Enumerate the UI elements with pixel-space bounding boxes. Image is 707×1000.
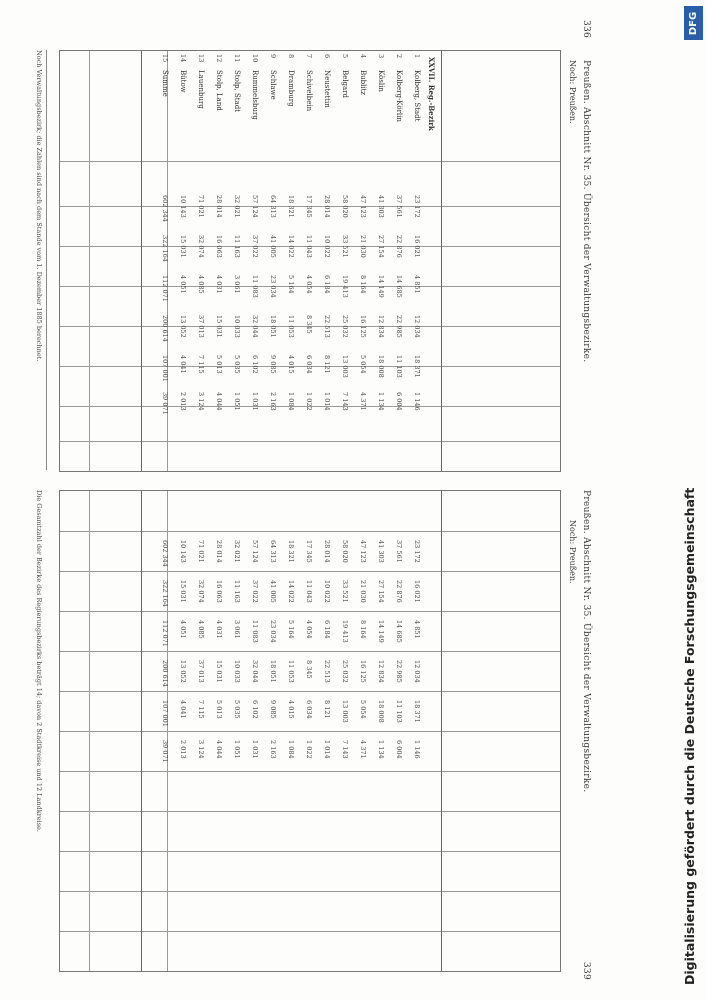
table-cell: 4 015 — [287, 355, 295, 374]
table-cell: 13 052 — [179, 660, 187, 683]
table-cell: 32 021 — [233, 540, 241, 563]
table-cell: 14 149 — [377, 275, 385, 298]
table-cell: 6 102 — [251, 700, 259, 719]
table-cell: 21 030 — [359, 580, 367, 603]
table-cell: 22 513 — [323, 660, 331, 683]
row-number: 2 — [395, 54, 403, 59]
table-cell: 16 063 — [215, 580, 223, 603]
table-cell: 41 303 — [377, 540, 385, 563]
table-cell: 19 413 — [341, 275, 349, 298]
table-cell: 1 031 — [251, 740, 259, 759]
row-number: 6 — [323, 54, 331, 59]
table-cell: 6 102 — [251, 355, 259, 374]
row-label: Schlawe — [269, 70, 277, 100]
table-cell: 8 121 — [323, 355, 331, 374]
table-cell: 11 103 — [395, 700, 403, 723]
row-number: 14 — [179, 54, 187, 63]
table-cell: 4 044 — [215, 392, 223, 411]
table-cell: 28 014 — [215, 195, 223, 218]
table-cell: 7 143 — [341, 740, 349, 759]
table-cell: 602 344 — [161, 195, 169, 222]
table-cell: 15 031 — [215, 660, 223, 683]
table-cell: 11 083 — [251, 620, 259, 643]
table-cell: 6 034 — [305, 700, 313, 719]
table-cell: 8 121 — [323, 700, 331, 719]
left-subheader: Noch: Preußen. — [568, 60, 577, 124]
table-cell: 16 021 — [413, 580, 421, 603]
table-cell: 37 022 — [251, 580, 259, 603]
table-cell: 8 164 — [359, 620, 367, 639]
table-cell: 11 043 — [305, 235, 313, 258]
table-cell: 4 051 — [179, 620, 187, 639]
footnote-right: Die Gesamtzahl der Bezirke des Regierungsbezirks beträgt 14; davon 2 Stadtkreise und 12 Landkreise. — [35, 490, 43, 832]
row-number: 10 — [251, 54, 259, 63]
table-cell: 39 071 — [161, 392, 169, 415]
table-cell: 1 084 — [287, 740, 295, 759]
table-cell: 6 034 — [305, 355, 313, 374]
table-cell: 17 345 — [305, 540, 313, 563]
row-number: 7 — [305, 54, 313, 59]
table-cell: 7 115 — [197, 355, 205, 374]
table-cell: 4 051 — [179, 275, 187, 294]
table-cell: 6 004 — [395, 740, 403, 759]
table-cell: 9 085 — [269, 355, 277, 374]
table-cell: 32 044 — [251, 660, 259, 683]
table-cell: 4 371 — [359, 392, 367, 411]
row-number: 15 — [161, 54, 169, 63]
table-cell: 13 003 — [341, 700, 349, 723]
table-cell: 4 371 — [359, 740, 367, 759]
table-cell: 27 154 — [377, 580, 385, 603]
table-cell: 10 143 — [179, 195, 187, 218]
table-cell: 37 013 — [197, 315, 205, 338]
right-page-number: 339 — [581, 961, 591, 980]
table-cell: 14 685 — [395, 275, 403, 298]
right-page-header: Preußen. Abschnitt Nr. 35. Übersicht der Verwaltungsbezirke. — [581, 490, 591, 793]
table-cell: 64 313 — [269, 195, 277, 218]
table-cell: 10 033 — [233, 315, 241, 338]
table-cell: 1 146 — [413, 392, 421, 411]
table-cell: 1 051 — [233, 392, 241, 411]
table-cell: 28 014 — [323, 195, 331, 218]
table-cell: 47 123 — [359, 195, 367, 218]
table-cell: 16 063 — [215, 235, 223, 258]
table-cell: 11 043 — [305, 580, 313, 603]
table-cell: 2 163 — [269, 740, 277, 759]
table-cell: 4 851 — [413, 275, 421, 294]
funding-watermark: Digitalisierung gefördert durch die Deutsche Forschungsgemeinschaft — [682, 487, 697, 985]
table-cell: 5 035 — [233, 355, 241, 374]
table-cell: 32 044 — [251, 315, 259, 338]
table-cell: 12 834 — [377, 660, 385, 683]
table-cell: 10 022 — [323, 580, 331, 603]
table-cell: 11 053 — [287, 315, 295, 338]
table-cell: 32 021 — [233, 195, 241, 218]
table-cell: 23 034 — [269, 620, 277, 643]
table-cell: 4 054 — [305, 620, 313, 639]
row-label: Neustettin — [323, 70, 331, 108]
table-cell: 1 031 — [251, 392, 259, 411]
table-cell: 8 164 — [359, 275, 367, 294]
table-cell: 18 371 — [413, 355, 421, 378]
table-cell: 27 154 — [377, 235, 385, 258]
table-cell: 1 134 — [377, 392, 385, 411]
row-number: 1 — [413, 54, 421, 59]
table-cell: 5 054 — [359, 355, 367, 374]
table-cell: 37 561 — [395, 540, 403, 563]
row-number: 11 — [233, 54, 241, 63]
table-cell: 57 124 — [251, 195, 259, 218]
table-cell: 6 004 — [395, 392, 403, 411]
table-cell: 11 163 — [233, 580, 241, 603]
table-cell: 107 001 — [161, 355, 169, 382]
table-cell: 322 164 — [161, 235, 169, 262]
table-cell: 1 014 — [323, 392, 331, 411]
table-cell: 25 032 — [341, 660, 349, 683]
row-number: 9 — [269, 54, 277, 59]
table-cell: 16 125 — [359, 660, 367, 683]
table-cell: 3 061 — [233, 275, 241, 294]
row-label: Köslin — [377, 70, 385, 92]
table-cell: 10 143 — [179, 540, 187, 563]
row-label: Stolp, Land — [215, 70, 223, 111]
table-cell: 4 041 — [179, 700, 187, 719]
table-cell: 7 115 — [197, 700, 205, 719]
table-cell: 18 321 — [287, 540, 295, 563]
table-cell: 11 163 — [233, 235, 241, 258]
table-cell: 18 051 — [269, 660, 277, 683]
table-cell: 10 033 — [233, 660, 241, 683]
table-cell: 112 071 — [161, 620, 169, 647]
table-cell: 39 071 — [161, 740, 169, 763]
table-cell: 18 008 — [377, 700, 385, 723]
table-cell: 47 123 — [359, 540, 367, 563]
table-cell: 28 014 — [215, 540, 223, 563]
table-cell: 71 021 — [197, 540, 205, 563]
table-cell: 5 013 — [215, 700, 223, 719]
row-label: Bublitz — [359, 70, 367, 96]
table-cell: 22 876 — [395, 235, 403, 258]
row-number: 12 — [215, 54, 223, 63]
row-label: Schivelbein — [305, 70, 313, 112]
table-cell: 1 146 — [413, 740, 421, 759]
table-cell: 5 013 — [215, 355, 223, 374]
table-cell: 2 013 — [179, 740, 187, 759]
table-cell: 4 031 — [215, 620, 223, 639]
row-label: Kolberg, Stadt — [413, 70, 421, 122]
table-cell: 6 184 — [323, 620, 331, 639]
table-cell: 18 008 — [377, 355, 385, 378]
row-number: 8 — [287, 54, 295, 59]
table-cell: 12 034 — [413, 315, 421, 338]
table-cell: 9 085 — [269, 700, 277, 719]
table-cell: 3 124 — [197, 740, 205, 759]
table-cell: 41 005 — [269, 235, 277, 258]
left-page-number: 336 — [581, 20, 591, 39]
table-cell: 13 003 — [341, 355, 349, 378]
table-cell: 14 685 — [395, 620, 403, 643]
table-cell: 1 014 — [323, 740, 331, 759]
table-cell: 41 303 — [377, 195, 385, 218]
table-cell: 11 053 — [287, 660, 295, 683]
table-cell: 4 031 — [215, 275, 223, 294]
table-cell: 23 034 — [269, 275, 277, 298]
table-cell: 15 031 — [215, 315, 223, 338]
table-cell: 16 125 — [359, 315, 367, 338]
table-cell: 200 614 — [161, 315, 169, 342]
table-cell: 58 020 — [341, 540, 349, 563]
row-label: Stolp, Stadt — [233, 70, 241, 113]
row-number: 5 — [341, 54, 349, 59]
table-cell: 37 561 — [395, 195, 403, 218]
table-cell: 1 022 — [305, 392, 313, 411]
table-cell: 21 030 — [359, 235, 367, 258]
table-cell: 32 074 — [197, 580, 205, 603]
table-cell: 33 521 — [341, 235, 349, 258]
table-cell: 33 521 — [341, 580, 349, 603]
table-cell: 16 021 — [413, 235, 421, 258]
table-cell: 112 071 — [161, 275, 169, 302]
table-cell: 4 085 — [197, 620, 205, 639]
table-cell: 12 834 — [377, 315, 385, 338]
table-cell: 57 124 — [251, 540, 259, 563]
right-subheader: Noch: Preußen. — [568, 520, 577, 584]
table-cell: 4 054 — [305, 275, 313, 294]
table-cell: 8 345 — [305, 660, 313, 679]
table-cell: 4 851 — [413, 620, 421, 639]
table-cell: 19 413 — [341, 620, 349, 643]
rotated-table-spread — [15, 20, 595, 980]
table-cell: 10 022 — [323, 235, 331, 258]
left-page-header: Preußen. Abschnitt Nr. 35. Übersicht der Verwaltungsbezirke. — [581, 60, 591, 363]
table-cell: 3 061 — [233, 620, 241, 639]
dfg-logo-text: DFG — [688, 11, 699, 35]
table-cell: 322 164 — [161, 580, 169, 607]
table-cell: 37 022 — [251, 235, 259, 258]
table-cell: 4 044 — [215, 740, 223, 759]
table-cell: 58 020 — [341, 195, 349, 218]
table-cell: 8 345 — [305, 315, 313, 334]
table-cell: 22 985 — [395, 315, 403, 338]
table-cell: 4 015 — [287, 700, 295, 719]
table-cell: 13 052 — [179, 315, 187, 338]
table-cell: 22 513 — [323, 315, 331, 338]
table-cell: 1 051 — [233, 740, 241, 759]
table-cell: 22 876 — [395, 580, 403, 603]
table-cell: 200 614 — [161, 660, 169, 687]
table-cell: 7 143 — [341, 392, 349, 411]
table-cell: 23 172 — [413, 540, 421, 563]
table-cell: 11 103 — [395, 355, 403, 378]
row-label: Bütow — [179, 70, 187, 93]
table-cell: 1 084 — [287, 392, 295, 411]
row-label: Lauenburg — [197, 70, 205, 109]
table-cell: 28 014 — [323, 540, 331, 563]
table-cell: 11 083 — [251, 275, 259, 298]
table-cell: 18 371 — [413, 700, 421, 723]
row-label: Dramburg — [287, 70, 295, 107]
table-cell: 2 163 — [269, 392, 277, 411]
table-cell: 37 013 — [197, 660, 205, 683]
table-cell: 602 344 — [161, 540, 169, 567]
table-cell: 2 013 — [179, 392, 187, 411]
table-cell: 17 345 — [305, 195, 313, 218]
table-cell: 18 051 — [269, 315, 277, 338]
table-cell: 4 085 — [197, 275, 205, 294]
table-cell: 3 124 — [197, 392, 205, 411]
table-cell: 5 035 — [233, 700, 241, 719]
row-number: 4 — [359, 54, 367, 59]
table-cell: 14 149 — [377, 620, 385, 643]
table-cell: 4 041 — [179, 355, 187, 374]
table-cell: 5 164 — [287, 620, 295, 639]
table-cell: 14 022 — [287, 580, 295, 603]
table-cell: 6 184 — [323, 275, 331, 294]
table-cell: 5 054 — [359, 700, 367, 719]
table-cell: 71 021 — [197, 195, 205, 218]
table-cell: 12 034 — [413, 660, 421, 683]
table-cell: 15 031 — [179, 580, 187, 603]
table-cell: 15 031 — [179, 235, 187, 258]
table-cell: 5 164 — [287, 275, 295, 294]
row-number: 3 — [377, 54, 385, 59]
row-number: 13 — [197, 54, 205, 63]
footnote-left: Noch Verwaltungsbezirk; die Zahlen sind nach dem Stande vom 1. Dezember 1885 berechnet. — [35, 50, 43, 362]
table-cell: 41 005 — [269, 580, 277, 603]
table-cell: 25 032 — [341, 315, 349, 338]
row-label: Rummelsburg — [251, 70, 259, 120]
table-cell: 14 022 — [287, 235, 295, 258]
section-label: XXVII. Reg.-Bezirk — [427, 57, 436, 131]
table-cell: 18 321 — [287, 195, 295, 218]
table-cell: 22 985 — [395, 660, 403, 683]
row-label: Kolberg-Körlin — [395, 70, 403, 122]
table-cell: 23 172 — [413, 195, 421, 218]
table-cell: 107 001 — [161, 700, 169, 727]
table-cell: 1 022 — [305, 740, 313, 759]
table-cell: 1 134 — [377, 740, 385, 759]
table-cell: 32 074 — [197, 235, 205, 258]
row-label: Summe — [161, 70, 169, 97]
row-label: Belgard — [341, 70, 349, 99]
table-cell: 64 313 — [269, 540, 277, 563]
